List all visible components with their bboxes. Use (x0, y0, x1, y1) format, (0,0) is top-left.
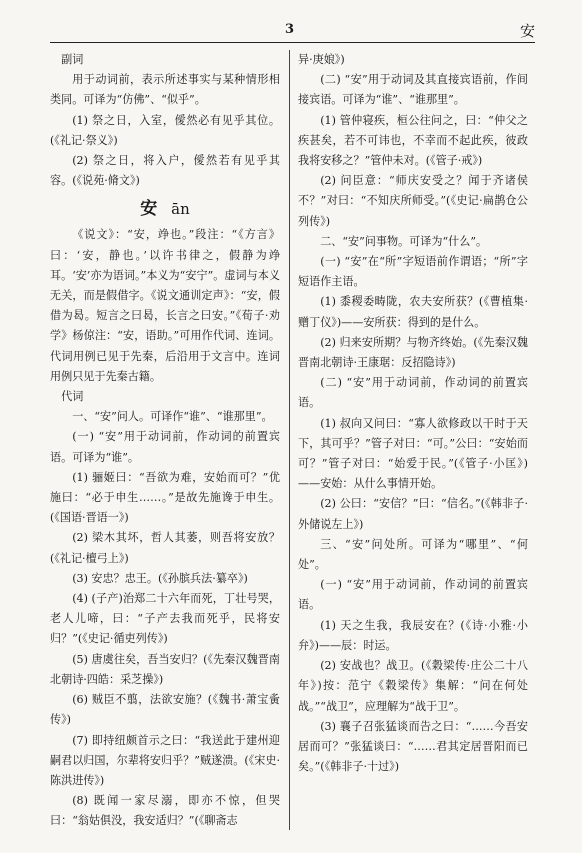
text-paragraph: (1) 叔向又问曰：“寡人欲修政以干时于天下，其可乎？”管子对曰：“可。”公曰：“安始而可？”管子对曰：“始爱于民。”(《管子·小匡》)——安始：从什么事情开始。 (298, 416, 528, 491)
text-paragraph: (一) “安”用于动词前，作动词的前置宾语。 (298, 578, 528, 612)
text-paragraph: (3) 安忠？忠王。(《孙膑兵法·纂卒》) (72, 571, 248, 585)
running-headword: 安 (519, 22, 535, 40)
text-paragraph: (2) 归来安所期？与物齐终始。(《先秦汉魏晋南北朝诗·王康琚：反招隐诗》) (298, 335, 528, 370)
entry-heading (50, 194, 280, 224)
text-paragraph: (2) 梁木其坏，哲人其萎，则吾将安放？(《礼记·檀弓上》) (50, 531, 280, 565)
text-paragraph: (二) “安”用于动词前，作动词的前置宾语。 (298, 376, 528, 410)
text-paragraph: 一、“安”问人。可译作“谁”、“谁那里”。 (72, 410, 273, 424)
text-paragraph: (2) 问臣意：“师庆安受之？闻于齐诸侯不？”对曰：“不知庆所师受。”(《史记·扁鹊仓公列传》) (298, 174, 528, 228)
text-paragraph: (一) “安”用于动词前，作动词的前置宾语。可译为“谁”。 (50, 430, 280, 464)
text-paragraph: (1) 黍稷委畴陇，农夫安所获？(《曹植集·赠丁仪》)——安所获：得到的是什么。 (298, 295, 528, 329)
text-paragraph: 三、“安”问处所。可译为“哪里”、“何处”。 (298, 537, 528, 572)
text-paragraph: 异·庚娘》) (298, 53, 345, 66)
text-paragraph: 《说文》：“安，竫也。”段注：“《方言》曰：‘安，静也。’以许书律之，假静为竫耳。‘安’亦为语词。”本义为“安宁”。虚词与本义无关，而是假借字。《说文通训定声》：“安，假借为曷。短言之曰曷，长言之曰安。”《荀子·劝学》杨倞注：“安，语助。”可用作代词、连词。代词用例已见于先秦，后沿用于文言中。连词用例只见于先秦古籍。 (50, 228, 280, 383)
text-paragraph: (2) 安战也？战卫。(《穀梁传·庄公二十八年》)按：范宁《穀梁传》集解：“问在何处战。”“战卫”，应理解为“战于卫”。 (298, 659, 528, 713)
right-column (298, 50, 528, 777)
left-column (50, 50, 280, 832)
text-paragraph: (1) 骊姬曰：“吾欲为难，安始而可？”优施曰：“必于申生……。”是故先施谗于申生。(《国语·晋语一》) (50, 470, 280, 525)
text-paragraph: (1) 管仲寝疾，桓公往问之，曰：“仲父之疾甚矣，若不可讳也，不幸而不起此疾，彼政我将安移之？”管仲未对。(《管子·戒》) (298, 113, 528, 168)
text-paragraph: (6) 贼臣不翦，法欲安施？(《魏书·萧宝夤传》) (50, 693, 280, 727)
text-paragraph: (二) “安”用于动词及其直接宾语前，作间接宾语。可译为“谁”、“谁那里”。 (298, 73, 528, 107)
section-heading: 副词 (61, 53, 84, 66)
text-paragraph: (5) 唐虞往矣，吾当安归？(《先秦汉魏晋南北朝诗·四皓：采芝操》) (50, 652, 280, 686)
page-header (50, 20, 535, 43)
text-paragraph: (8) 既闻一家尽溺，即亦不惊，但哭曰：“翁姑俱没，我安适归？”(《聊斋志 (50, 794, 280, 828)
section-heading: 代词 (61, 390, 84, 404)
text-paragraph: (4) (子产)治郑二十六年而死，丁壮号哭，老人儿啼，曰：“子产去我而死乎，民将安归？”(《史记·循吏列传》) (50, 592, 280, 646)
text-paragraph: 用于动词前，表示所述事实与某种情形相类同。可译为“仿佛”、“似乎”。 (50, 73, 280, 107)
text-paragraph: (1) 天之生我，我辰安在？(《诗·小雅·小弁》)——辰：时运。 (298, 618, 528, 652)
entry-pinyin: ān (171, 200, 190, 219)
text-paragraph: (一) “安”在“所”字短语前作谓语；“所”字短语作主语。 (298, 255, 528, 289)
column-divider (289, 50, 290, 830)
entry-character: 安 (140, 199, 162, 220)
text-paragraph: 二、“安”问事物。可译为“什么”。 (320, 234, 488, 248)
text-paragraph: (7) 即持纽颇首示之曰：“我送此于建州迎嗣君以归国，尔辈将安归乎？”贼遂溃。(《宋史·陈洪进传》) (50, 733, 280, 787)
page-number: 3 (285, 22, 295, 37)
text-paragraph: (2) 公曰：“安信？”曰：“信名。”(《韩非子·外储说左上》) (298, 497, 528, 531)
text-paragraph: (3) 襄子召张猛谈而告之曰：“……今吾安居而可？”张猛谈曰：“……君其定居晋阳而已矣。”(《韩非子·十过》) (298, 719, 528, 774)
text-paragraph: (1) 祭之日，入室，僾然必有见乎其位。(《礼记·祭义》) (50, 113, 280, 147)
text-paragraph: (2) 祭之日，将入户，僾然若有见乎其容。(《说苑·脩文》) (50, 154, 280, 188)
